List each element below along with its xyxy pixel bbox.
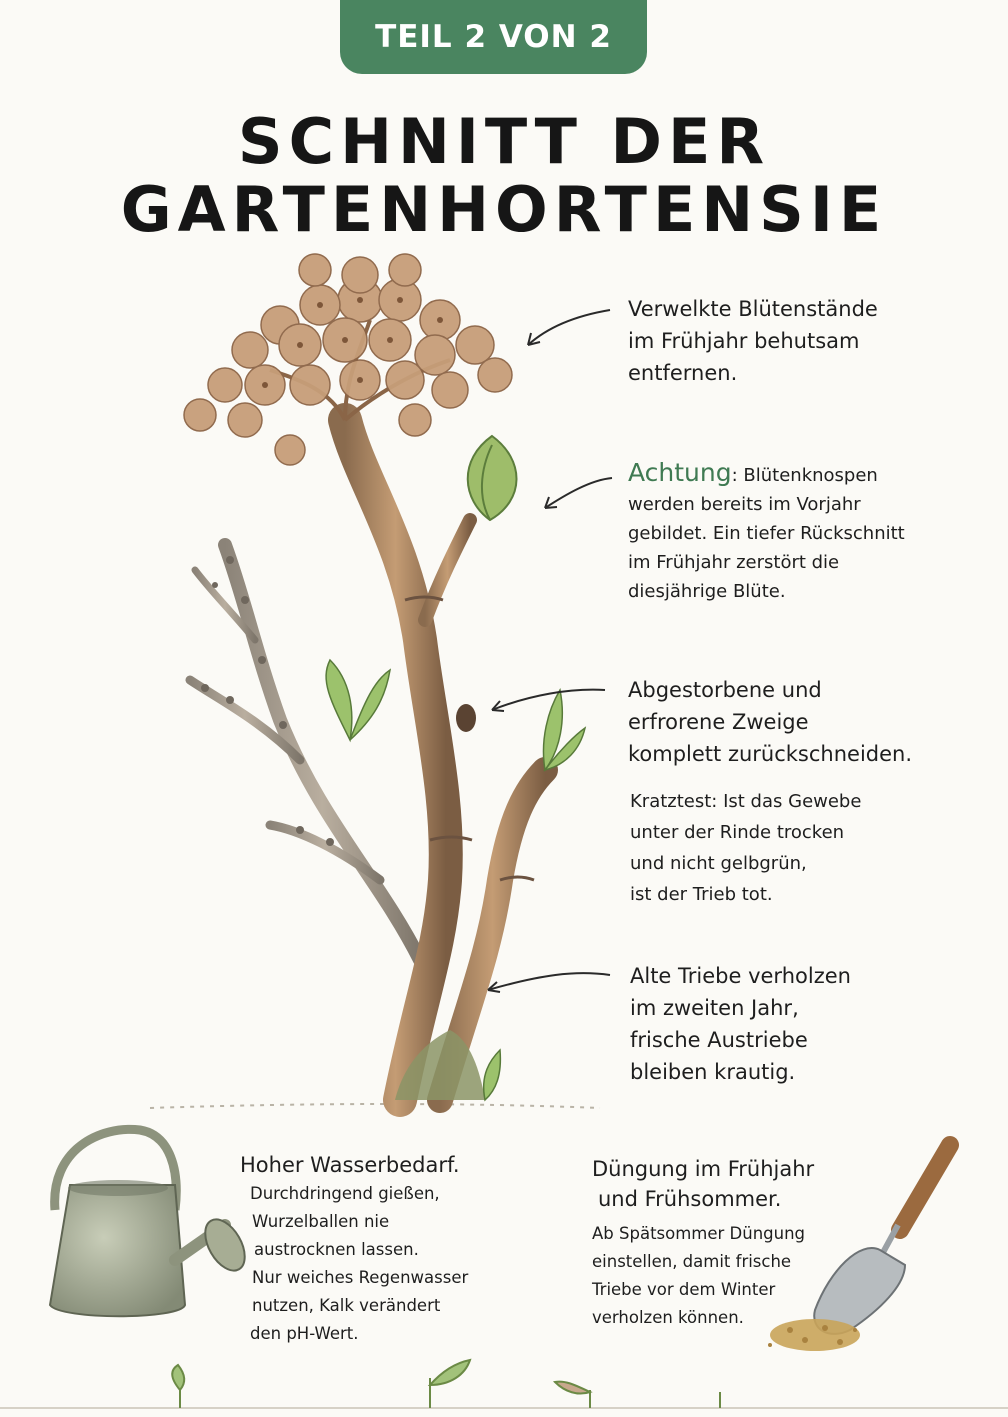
fertilizer-caption [592, 1154, 814, 1332]
note-bud-warning-line-3: gebildet. Ein tiefer Rückschnitt [628, 523, 905, 544]
note-scratch-test-line-2: unter der Rinde trocken [630, 822, 845, 843]
note-dead-branches-line-3: komplett zurückschneiden. [628, 742, 913, 766]
water-caption-line-6: den pH-Wert. [250, 1324, 359, 1343]
water-caption-line-1: Durchdringend gießen, [250, 1184, 440, 1203]
water-caption-line-4: Nur weiches Regenwasser [252, 1268, 469, 1287]
note-scratch-test-line-3: und nicht gelbgrün, [630, 853, 807, 874]
main-trunk [345, 420, 545, 1100]
water-caption [240, 1150, 468, 1348]
note-faded-flowers-line-3: entfernen. [628, 361, 738, 385]
note-faded-flowers-line-1: Verwelkte Blütenstände [628, 297, 878, 321]
note-bud-warning-accent: Achtung [628, 458, 732, 487]
note-bud-warning [628, 458, 905, 606]
note-bud-warning-line-4: im Frühjahr zerstört die [628, 552, 840, 573]
note-scratch-test-line-1: Kratztest: Ist das Gewebe [630, 791, 862, 812]
note-bud-warning-line-5: diesjährige Blüte. [628, 581, 786, 602]
fertilizer-caption-line-2: einstellen, damit frische [592, 1252, 792, 1271]
fertilizer-caption-line-3: Triebe vor dem Winter [592, 1280, 776, 1299]
fertilizer-caption-line-1: Ab Spätsommer Düngung [592, 1224, 806, 1243]
note-dead-branches-line-2: erfrorene Zweige [628, 710, 809, 734]
note-bud-warning-first: : Blütenknospen [731, 465, 878, 486]
fertilizer-caption-line-4: verholzen können. [592, 1308, 744, 1327]
water-caption-heading: Hoher Wasserbedarf. [240, 1153, 460, 1177]
note-bud-warning-line-1 [628, 458, 905, 490]
note-old-shoots-line-4: bleiben krautig. [630, 1060, 796, 1084]
fertilizer-caption-heading-1: Düngung im Frühjahr [592, 1157, 815, 1181]
note-scratch-test-line-4: ist der Trieb tot. [630, 884, 773, 905]
seedling-icon [0, 1360, 1008, 1408]
note-faded-flowers-line-2: im Frühjahr behutsam [628, 329, 860, 353]
dead-branch [190, 545, 420, 960]
water-caption-line-3: austrocknen lassen. [254, 1240, 419, 1259]
water-caption-line-5: nutzen, Kalk verändert [252, 1296, 441, 1315]
note-old-shoots-line-3: frische Austriebe [630, 1028, 808, 1052]
note-old-shoots-line-1: Alte Triebe verholzen [630, 964, 851, 988]
watering-can-icon [50, 1129, 253, 1316]
note-old-shoots-line-2: im zweiten Jahr, [630, 996, 799, 1020]
note-dead-branches [628, 674, 912, 770]
note-scratch-test [630, 786, 861, 910]
flower-bud [468, 436, 517, 520]
part-badge-label: TEIL 2 VON 2 [375, 19, 612, 55]
note-old-shoots [630, 960, 851, 1088]
water-caption-line-2: Wurzelballen nie [252, 1212, 390, 1231]
note-bud-warning-line-2: werden bereits im Vorjahr [628, 494, 861, 515]
fertilizer-caption-heading-2: und Frühsommer. [598, 1187, 782, 1211]
title-line-1: SCHNITT DER [237, 105, 771, 178]
note-faded-flowers [628, 293, 878, 389]
title-line-2: GARTENHORTENSIE [120, 173, 888, 246]
note-dead-branches-line-1: Abgestorbene und [628, 678, 822, 702]
